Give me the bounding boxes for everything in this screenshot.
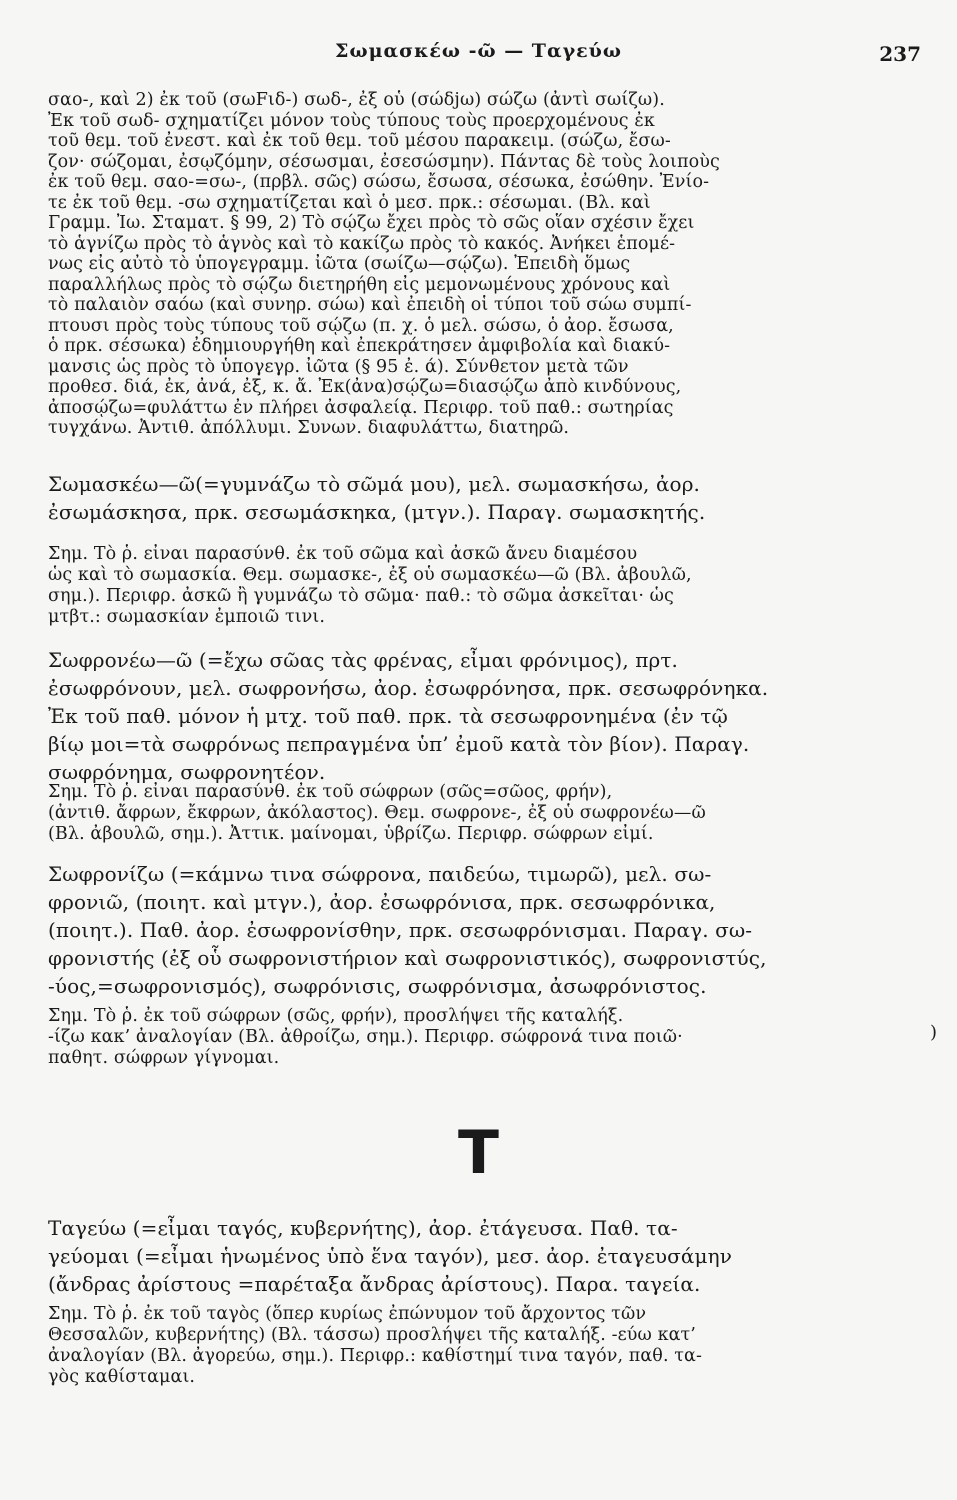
text-line: γὸς καθίσταμαι. [48, 1367, 196, 1387]
text-line: παθητ. σώφρων γίγνομαι. [48, 1048, 280, 1068]
text-line: νως εἰς αὐτὸ τὸ ὑπογεγραμμ. ἰῶτα (σωίζω—σῴζω). Ἐπειδὴ ὅμως [48, 254, 631, 274]
entry-sophroneo-note [48, 782, 846, 845]
entry-headword-line: Ταγεύω (=εἶμαι ταγός, κυβερνήτης), ἀορ. ἐτάγευσα. Παθ. τα- [48, 1216, 678, 1240]
margin-mark: ) [930, 1022, 938, 1043]
running-head: Σωμασκέω -ῶ — Ταγεύω [335, 40, 622, 62]
text-line: Θεσσαλῶν, κυβερνήτης) (Βλ. τάσσω) προσλήψει τῆς καταλήξ. -εύω κατ’ [48, 1325, 696, 1345]
text-line: πτουσι πρὸς τοὺς τύπους τοῦ σῴζω (π. χ. ὁ μελ. σώσω, ὁ ἀορ. ἔσωσα, [48, 315, 674, 336]
text-line: φρονιῶ, (ποιητ. καὶ μτγν.), ἀορ. ἐσωφρόνισα, πρκ. σεσωφρόνικα, [48, 890, 716, 914]
text-line: βίῳ μοι=τὰ σωφρόνως πεπραγμένα ὑπ’ ἐμοῦ κατὰ τὸν βίον). Παραγ. [48, 732, 750, 756]
text-line: Ἐκ τοῦ σωδ- σχηματίζει μόνον τοὺς τύπους τοὺς προερχομένους ἐκ [48, 110, 655, 131]
entry-continuation [48, 90, 846, 439]
text-line: Σημ. Τὸ ῥ. ἐκ τοῦ ταγὸς (ὅπερ κυρίως ἐπώνυμον τοῦ ἄρχοντος τῶν [48, 1304, 647, 1324]
text-line: σημ.). Περιφρ. ἀσκῶ ἢ γυμνάζω τὸ σῶμα· παθ.: τὸ σῶμα ἀσκεῖται· ὡς [48, 586, 674, 606]
text-line: (Βλ. ἀβουλῶ, σημ.). Ἀττικ. μαίνομαι, ὑβρίζω. Περιφρ. σώφρων εἰμί. [48, 824, 654, 844]
page-number: 237 [879, 42, 921, 66]
text-line: (ποιητ.). Παθ. ἀορ. ἐσωφρονίσθην, πρκ. σεσωφρόνισμαι. Παραγ. σω- [48, 918, 753, 942]
text-line: Σημ. Τὸ ῥ. εἶναι παρασύνθ. ἐκ τοῦ σώφρων (σῶς=σῶος, φρήν), [48, 782, 613, 802]
text-line: γεύομαι (=εἶμαι ἡνωμένος ὑπὸ ἕνα ταγόν), μεσ. ἀορ. ἐταγευσάμην [48, 1244, 732, 1268]
text-line: Σημ. Τὸ ῥ. ἐκ τοῦ σώφρων (σῶς, φρήν), προσλήψει τῆς καταλήξ. [48, 1006, 624, 1026]
text-line: ὁ πρκ. σέσωκα) ἐδημιουργήθη καὶ ἐπεκράτησεν ἀμφιβολία καὶ διακύ- [48, 336, 671, 356]
text-line: Γραμμ. Ἰω. Σταματ. § 99, 2) Τὸ σῴζω ἔχει πρὸς τὸ σῶς οἵαν σχέσιν ἔχει [48, 213, 695, 233]
text-line: ἀναλογίαν (Βλ. ἀγορεύω, σημ.). Περιφρ.: καθίστημί τινα ταγόν, παθ. τα- [48, 1346, 702, 1366]
entry-somaskeo-main [48, 470, 846, 526]
text-line: (ἄνδρας ἀρίστους =παρέταξα ἄνδρας ἀρίστους). Παρα. ταγεία. [48, 1272, 701, 1296]
entry-tageuo-note [48, 1304, 846, 1388]
text-line: φρονιστής (ἐξ οὗ σωφρονιστήριον καὶ σωφρονιστικός), σωφρονιστύς, [48, 946, 767, 970]
text-line: ἐκ τοῦ θεμ. σαο-=σω-, (πρβλ. σῶς) σώσω, ἔσωσα, σέσωκα, ἐσώθην. Ἐνίο- [48, 172, 710, 192]
text-line: τυγχάνω. Ἀντιθ. ἀπόλλυμι. Συνων. διαφυλάττω, διατηρῶ. [48, 418, 570, 438]
text-line: τοῦ θεμ. τοῦ ἐνεστ. καὶ ἐκ τοῦ θεμ. τοῦ μέσου παρακειμ. (σώζω, ἔσω- [48, 131, 671, 151]
text-line: -ίζω κακ’ ἀναλογίαν (Βλ. ἀθροίζω, σημ.). Περιφρ. σώφρονά τινα ποιῶ· [48, 1027, 683, 1047]
entry-sophroneo-main [48, 646, 846, 786]
entry-headword-line: Σωφρονέω—ῶ (=ἔχω σῶας τὰς φρένας, εἶμαι φρόνιμος), πρτ. [48, 648, 678, 672]
entry-somaskeo-note [48, 544, 846, 628]
page-header [0, 40, 957, 70]
entry-sophronizo-note [48, 1006, 846, 1069]
entry-tageuo-main [48, 1214, 846, 1298]
entry-headword-line: Σωφρονίζω (=κάμνω τινα σώφρονα, παιδεύω, τιμωρῶ), μελ. σω- [48, 862, 712, 886]
text-line: μανσις ὡς πρὸς τὸ ὑπογεγρ. ἰῶτα (§ 95 ἐ. ά). Σύνθετον μετὰ τῶν [48, 356, 629, 377]
text-line: Σημ. Τὸ ῥ. εἶναι παρασύνθ. ἐκ τοῦ σῶμα καὶ ἀσκῶ ἄνευ διαμέσου [48, 544, 638, 564]
text-line: μτβτ.: σωμασκίαν ἐμποιῶ τινι. [48, 607, 326, 627]
text-line: σωφρόνημα, σωφρονητέον. [48, 760, 326, 784]
text-line: -ύος,=σωφρονισμός), σωφρόνισις, σωφρόνισμα, ἀσωφρόνιστος. [48, 974, 707, 998]
text-line: τε ἐκ τοῦ θεμ. -σω σχηματίζεται καὶ ὁ μεσ. πρκ.: σέσωμαι. (Βλ. καὶ [48, 192, 651, 213]
text-line: Ἐκ τοῦ παθ. μόνον ἡ μτχ. τοῦ παθ. πρκ. τὰ σεσωφρονημένα (ἐν τῷ [48, 704, 728, 728]
text-line: σαο-, καὶ 2) ἐκ τοῦ (σωFιδ-) σωδ-, ἐξ οὗ (σώδjω) σώζω (ἀντὶ σωίζω). [48, 90, 665, 110]
text-line: ἐσωφρόνουν, μελ. σωφρονήσω, ἀορ. ἐσωφρόνησα, πρκ. σεσωφρόνηκα. [48, 676, 769, 700]
text-line: τὸ ἁγνίζω πρὸς τὸ ἁγνὸς καὶ τὸ κακίζω πρὸς τὸ κακός. Ἀνήκει ἑπομέ- [48, 233, 676, 254]
text-line: ζον· σώζομαι, ἐσῳζόμην, σέσωσμαι, ἐσεσώσμην). Πάντας δὲ τοὺς λοιποὺς [48, 151, 720, 172]
text-line: προθεσ. διά, ἐκ, ἀνά, ἐξ, κ. ἄ. Ἐκ(ἀνα)σῴζω=διασῴζω ἀπὸ κινδύνους, [48, 377, 682, 397]
text-line: ἐσωμάσκησα, πρκ. σεσωμάσκηκα, (μτγν.). Παραγ. σωμασκητής. [48, 500, 706, 524]
entry-sophronizo-main [48, 860, 846, 1000]
text-line: παραλλήλως πρὸς τὸ σῴζω διετηρήθη εἰς μεμονωμένους χρόνους καὶ [48, 274, 671, 295]
text-line: (ἀντιθ. ἄφρων, ἔκφρων, ἀκόλαστος). Θεμ. σωφρονε-, ἐξ οὗ σωφρονέω—ῶ [48, 803, 706, 823]
section-letter-heading: Τ [458, 1118, 499, 1188]
entry-headword-line: Σωμασκέω—ῶ(=γυμνάζω τὸ σῶμά μου), μελ. σωμασκήσω, ἀορ. [48, 472, 701, 496]
text-line: ὡς καὶ τὸ σωμασκία. Θεμ. σωμασκε-, ἐξ οὗ σωμασκέω—ῶ (Βλ. ἀβουλῶ, [48, 565, 692, 585]
text-line: τὸ παλαιὸν σαόω (καὶ συνηρ. σώω) καὶ ἐπειδὴ οἱ τύποι τοῦ σώω συμπί- [48, 295, 692, 315]
text-line: ἀποσῴζω=φυλάττω ἐν πλήρει ἀσφαλείᾳ. Περιφρ. τοῦ παθ.: σωτηρίας [48, 397, 674, 418]
